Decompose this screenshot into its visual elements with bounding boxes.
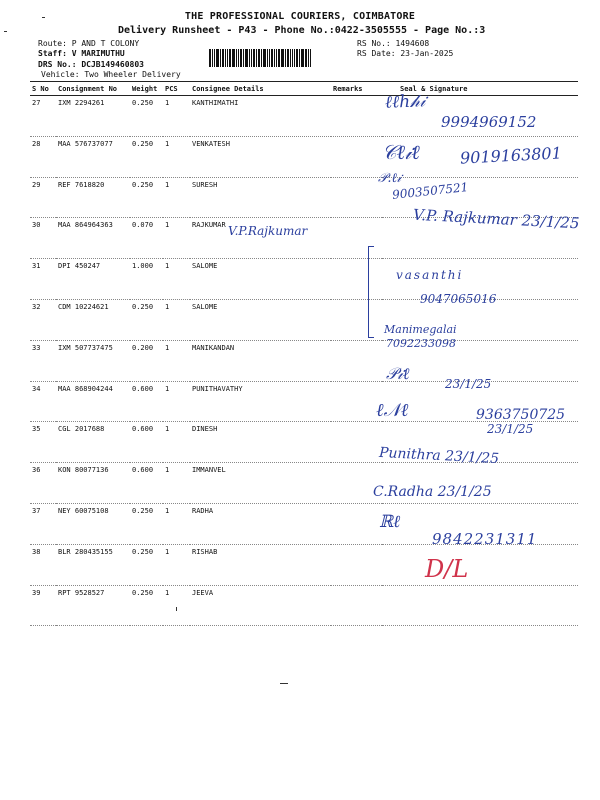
remarks-cell: [331, 544, 382, 585]
sno-cell: 34: [30, 381, 56, 422]
column-header-signature: Seal & Signature: [382, 82, 578, 96]
consignment-cell: MAA 868904244: [56, 381, 130, 422]
barcode-bar: [209, 49, 211, 67]
consignment-cell: REF 7618820: [56, 177, 130, 218]
barcode-bar: [276, 49, 277, 67]
weight-cell: 1.000: [130, 259, 163, 300]
sno-cell: 31: [30, 259, 56, 300]
weight-cell: 0.250: [130, 585, 163, 626]
consignment-cell: KON 80077136: [56, 463, 130, 504]
pcs-cell: 1: [163, 96, 190, 137]
column-header-weight: Weight: [130, 82, 163, 96]
handwritten-signature-row37: C.Radha 23/1/25: [373, 484, 492, 500]
sno-cell: 28: [30, 136, 56, 177]
scan-mark: [280, 683, 288, 684]
table-header-row: [30, 82, 578, 96]
weight-cell: 0.600: [130, 381, 163, 422]
handwritten-signature-row30: V.P. Rajkumar 23/1/25: [412, 205, 580, 233]
handwritten-phone-row28: 9019163801: [459, 143, 563, 168]
consignee-cell: SALOME: [190, 299, 331, 340]
sno-cell: 38: [30, 544, 56, 585]
barcode-bar: [308, 49, 309, 67]
sno-cell: 33: [30, 340, 56, 381]
column-header-consignment: Consignment No: [56, 82, 130, 96]
consignee-cell: RADHA: [190, 503, 331, 544]
sno-cell: 30: [30, 218, 56, 259]
handwritten-date-row34: 23/1/25: [445, 377, 492, 391]
consignee-cell: IMMANVEL: [190, 463, 331, 504]
consignment-cell: IXM 2294261: [56, 96, 130, 137]
weight-cell: 0.200: [130, 340, 163, 381]
weight-cell: 0.250: [130, 96, 163, 137]
runsheet-title: Delivery Runsheet - P43 - Phone No.:0422-3505555 - Page No.:3: [118, 25, 486, 36]
handwritten-phone-row27: 9994969152: [441, 113, 537, 131]
barcode-bar: [263, 49, 266, 67]
weight-cell: 0.070: [130, 218, 163, 259]
weight-cell: 0.250: [130, 177, 163, 218]
remarks-cell: [331, 299, 382, 340]
pcs-cell: 1: [163, 503, 190, 544]
remarks-cell: [331, 218, 382, 259]
handwritten-signature-row36: Punithra 23/1/25: [378, 444, 500, 468]
scan-mark: [176, 607, 177, 611]
remarks-cell: [331, 422, 382, 463]
handwritten-remark-row30: V.P.Rajkumar: [228, 224, 308, 238]
remarks-cell: [331, 136, 382, 177]
pcs-cell: 1: [163, 585, 190, 626]
column-header-pcs: PCS: [163, 82, 190, 96]
consignment-cell: CDM 10224621: [56, 299, 130, 340]
barcode-bar: [258, 49, 260, 67]
column-header-consignee: Consignee Details: [190, 82, 331, 96]
barcode-bar: [271, 49, 273, 67]
barcode-bar: [249, 49, 250, 67]
sno-cell: 27: [30, 96, 56, 137]
signature-scribble: 𝒫𝒾ℓ: [386, 364, 410, 383]
sno-cell: 35: [30, 422, 56, 463]
barcode-bar: [240, 49, 242, 67]
weight-cell: 0.250: [130, 136, 163, 177]
consignee-cell: SALOME: [190, 259, 331, 300]
rs-date: RS Date: 23-Jan-2025: [357, 49, 454, 58]
column-header-remarks: Remarks: [331, 82, 382, 96]
remarks-cell: [331, 381, 382, 422]
barcode-bar: [261, 49, 262, 67]
handwritten-name-row31: vasanthi: [396, 268, 464, 282]
pcs-cell: 1: [163, 218, 190, 259]
sno-cell: 32: [30, 299, 56, 340]
pcs-cell: 1: [163, 422, 190, 463]
barcode-bar: [274, 49, 275, 67]
consignee-cell: RISHAB: [190, 544, 331, 585]
consignment-cell: MAA 864964363: [56, 218, 130, 259]
barcode-bar: [281, 49, 284, 67]
sno-cell: 29: [30, 177, 56, 218]
barcode-bar: [214, 49, 215, 67]
sno-cell: 36: [30, 463, 56, 504]
weight-cell: 0.250: [130, 503, 163, 544]
pcs-cell: 1: [163, 381, 190, 422]
signature-scribble: ℓ𝒩ℓ: [376, 400, 409, 421]
remarks-cell: [331, 340, 382, 381]
bracket-mark: [368, 246, 374, 338]
vehicle-label: Vehicle: Two Wheeler Delivery: [41, 70, 181, 79]
company-title: THE PROFESSIONAL COURIERS, COIMBATORE: [184, 11, 416, 22]
route-label: Route: P AND T COLONY: [38, 39, 140, 48]
consignment-cell: NEY 60075108: [56, 503, 130, 544]
consignment-cell: DPI 450247: [56, 259, 130, 300]
handwritten-phone-row38: 9842231311: [432, 530, 538, 548]
consignee-cell: PUNITHAVATHY: [190, 381, 331, 422]
pcs-cell: 1: [163, 544, 190, 585]
consignee-cell: VENKATESH: [190, 136, 331, 177]
scan-mark: [4, 31, 7, 32]
consignee-cell: SURESH: [190, 177, 331, 218]
consignee-cell: KANTHIMATHI: [190, 96, 331, 137]
barcode-bar: [227, 49, 228, 67]
pcs-cell: 1: [163, 340, 190, 381]
barcode-bar: [243, 49, 244, 67]
barcode-bar: [236, 49, 237, 67]
column-header-sno: S No: [30, 82, 56, 96]
barcode-bar: [305, 49, 307, 67]
barcode-bar: [285, 49, 286, 67]
consignment-cell: MAA 576737077: [56, 136, 130, 177]
barcode-bar: [287, 49, 289, 67]
weight-cell: 0.600: [130, 463, 163, 504]
handwritten-date-row35: 23/1/25: [487, 422, 534, 436]
handwritten-phone-row33: 7092233098: [386, 337, 456, 350]
weight-cell: 0.250: [130, 299, 163, 340]
barcode-bar: [296, 49, 298, 67]
signature-scribble: 𝒫.ℓ𝒾: [378, 171, 402, 186]
remarks-cell: [331, 585, 382, 626]
handwritten-phone-row31: 9047065016: [420, 292, 497, 306]
barcode-bar: [301, 49, 304, 67]
table-row: [30, 544, 578, 585]
rs-number: RS No.: 1494608: [357, 39, 430, 48]
signature-scribble: ℝℓ: [379, 512, 401, 532]
barcode-bar: [251, 49, 252, 67]
consignee-cell: DINESH: [190, 422, 331, 463]
barcode-bar: [290, 49, 291, 67]
table-row: [30, 340, 578, 381]
barcode-bar: [267, 49, 268, 67]
barcode-bar: [269, 49, 270, 67]
handwritten-delivered-mark: D/L: [425, 555, 469, 583]
barcode-bar: [225, 49, 226, 67]
barcode-bar: [220, 49, 221, 67]
remarks-cell: [331, 177, 382, 218]
barcode-bar: [256, 49, 257, 67]
pcs-cell: 1: [163, 463, 190, 504]
barcode-bar: [229, 49, 231, 67]
barcode-bar: [245, 49, 248, 67]
signature-cell: [382, 585, 578, 626]
scan-mark: [42, 17, 45, 18]
consignee-cell: RAJKUMAR: [190, 218, 331, 259]
handwritten-name-row33: Manimegalai: [384, 323, 457, 336]
remarks-cell: [331, 503, 382, 544]
barcode-bar: [292, 49, 293, 67]
pcs-cell: 1: [163, 177, 190, 218]
barcode-bar: [253, 49, 255, 67]
handwritten-phone-row29: 9003507521: [391, 180, 469, 202]
consignment-cell: RPT 9528527: [56, 585, 130, 626]
barcode-bar: [212, 49, 213, 67]
pcs-cell: 1: [163, 299, 190, 340]
sno-cell: 37: [30, 503, 56, 544]
weight-cell: 0.600: [130, 422, 163, 463]
drs-number: DRS No.: DCJB149460803: [38, 60, 144, 69]
barcode-bar: [232, 49, 235, 67]
barcode-bar: [216, 49, 219, 67]
barcode-bar: [299, 49, 300, 67]
consignee-cell: JEEVA: [190, 585, 331, 626]
handwritten-phone-row35: 9363750725: [476, 407, 566, 423]
barcode-bar: [222, 49, 224, 67]
barcode-bar: [238, 49, 239, 67]
barcode-bar: [310, 49, 311, 67]
barcode-image: [209, 49, 333, 67]
consignment-cell: BLR 280435155: [56, 544, 130, 585]
weight-cell: 0.250: [130, 544, 163, 585]
barcode-bar: [294, 49, 295, 67]
consignee-cell: MANIKANDAN: [190, 340, 331, 381]
remarks-cell: [331, 259, 382, 300]
remarks-cell: [331, 96, 382, 137]
sno-cell: 39: [30, 585, 56, 626]
table-row: [30, 463, 578, 504]
signature-scribble: 𝒞ℓ𝒾ℓ: [382, 140, 420, 164]
consignment-cell: CGL 2017688: [56, 422, 130, 463]
pcs-cell: 1: [163, 136, 190, 177]
consignment-cell: IXM 507737475: [56, 340, 130, 381]
table-row: [30, 585, 578, 626]
signature-scribble: ℓℓh𝒽𝒾: [384, 91, 426, 113]
signature-cell: [382, 544, 578, 585]
pcs-cell: 1: [163, 259, 190, 300]
barcode-bar: [278, 49, 280, 67]
staff-label: Staff: V MARIMUTHU: [38, 49, 125, 58]
